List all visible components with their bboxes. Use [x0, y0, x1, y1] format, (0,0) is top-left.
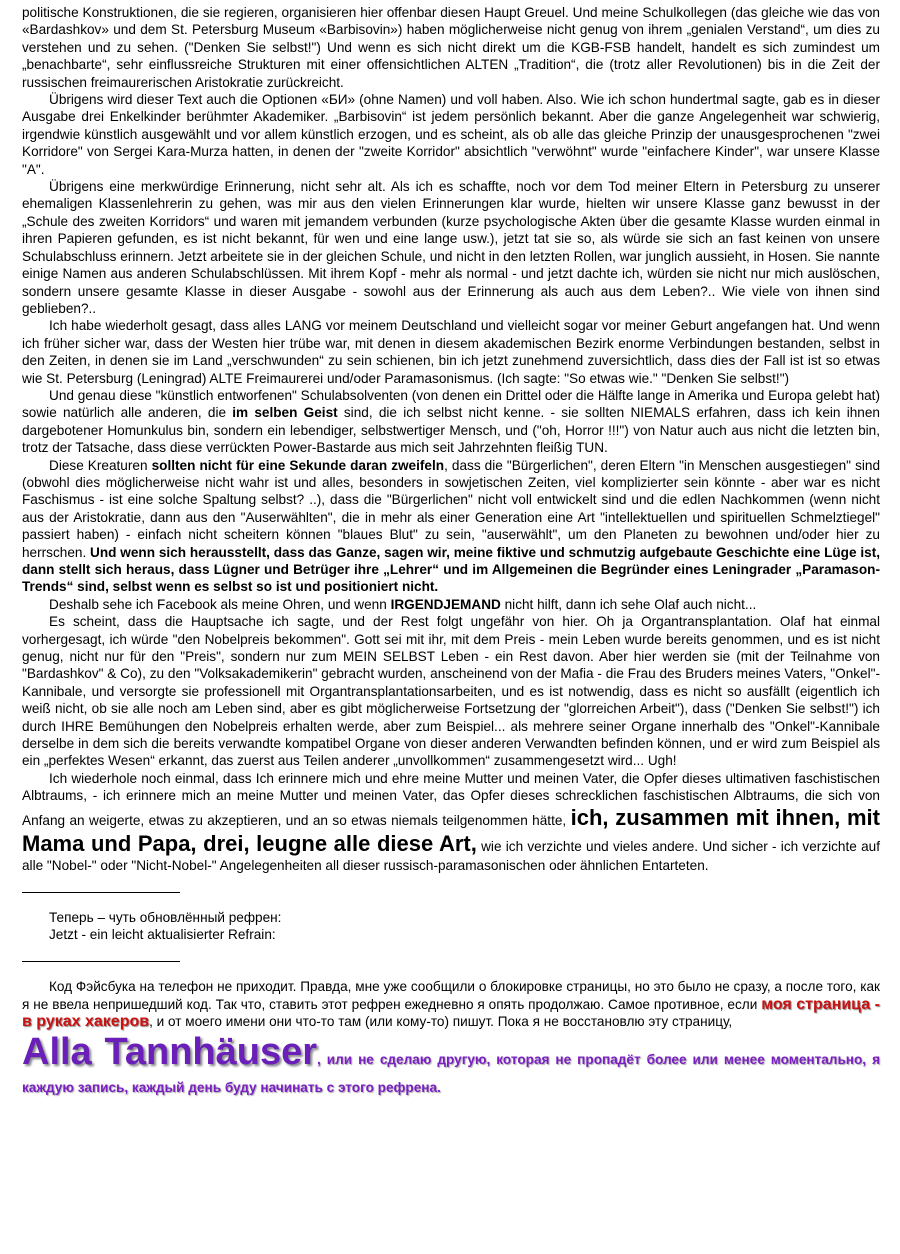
author-name: Alla Tannhäuser — [22, 1031, 318, 1074]
divider-bottom — [22, 961, 180, 962]
paragraph-5-text-a: Und genau diese "künstlich entworfenen" Schulabsolventen (von denen ein Drittel oder die Hälfte lange in Amerika und Europa gelebt hat) sowie natürlich alle anderen, die — [22, 387, 880, 421]
paragraph-2: Übrigens wird dieser Text auch die Optionen «БИ» (ohne Namen) und voll haben. Also. Wie ich schon hundertmal sagte, gab es in dieser Ausgabe drei Enkelkinder berühmter Akademiker. „Barbisovin“ ist jedem persönlich bekannt. Aber die ganze Angelegenheit war schwierig, irgendwie künstlich ausgewählt und vor allem künstlich erzogen, und es scheint, als ob alle das gleiche Prinzip der unausgesprochenen "zwei Korridore" von Sergei Kara-Murza hatten, in denen der "zweite Korridor" absichtlich "verwöhnt" wurde "einfachere Kinder", war unsere Klasse "A". — [22, 92, 880, 177]
closing-text-1: Код Фэйсбука на телефон не приходит. Правда, мне уже сообщили о блокировке страницы, но это было не сразу, а после того, как я не ввела непришедший код. Так что, ставить этот рефрен ежедневно я опять продолжаю. Самое противное, если — [22, 979, 880, 1012]
paragraph-9 — [22, 770, 880, 874]
closing-text-2: , и от моего имени они что-то там (или кому-то) пишут. Пока я не восстановлю эту страницу, — [149, 1013, 733, 1029]
refrain-block — [49, 909, 880, 943]
paragraph-4: Ich habe wiederholt gesagt, dass alles LANG vor meinem Deutschland und vielleicht sogar vor meiner Geburt angefangen hat. Und wenn ich früher sicher war, dass der Westen hier trübe war, mit denen in diesem akademischen Bezirk enorme Verbindungen bestanden, selbst in den Zeiten, in denen sie im Land „verschwunden“ zu sein schienen, bin ich jetzt zunehmend zuversichtlich, dass dies der Fall ist ist so etwas wie St. Petersburg (Leningrad) ALTE Freimaurerei und/oder Paramasonismus. (Ich sagte: "So etwas wie." "Denken Sie selbst!") — [22, 318, 880, 386]
hacked-page-highlight: моя страница - в руках хакеров — [22, 995, 881, 1030]
closing-paragraph — [22, 978, 880, 1030]
paragraph-6-bold-2: Und wenn sich herausstellt, dass das Ganze, sagen wir, meine fiktive und schmutzig aufgebaute Geschichte eine Lüge ist, dann stellt sich heraus, dass Lügner und Betrüger ihre „Lehrer“ und im Allgemeinen die Begründer eines Leningrader „Paramason-Trends“ sind, selbst wenn es selbst so ist und positioniert nicht. — [22, 544, 880, 595]
closing-purple-text: , или не сделаю другую, которая не пропадёт более или менее моментально, я каждую запись, каждый день буду начинать с этого рефрена. — [22, 1052, 880, 1096]
paragraph-5-bold: im selben Geist — [232, 405, 338, 421]
paragraph-7 — [22, 596, 880, 613]
paragraph-9-text-c: wie ich verzichte und vieles andere. Und sicher - ich verzichte auf alle "Nobel-" oder "Nicht-Nobel-" Angelegenheiten all dieser russisch-paramasonischen oder ähnlichen Entarteten. — [22, 838, 880, 873]
paragraph-6-bold-1: sollten nicht für eine Sekunde daran zweifeln — [151, 457, 445, 473]
paragraph-9-text-a: Ich wiederhole noch einmal, dass Ich erinnere mich und ehre meine Mutter und meinen Vater, die Opfer dieses ultimativen faschistischen Albtraums, - ich erinnere mich an meine Mutter und meinen Vater, das Opfer dieses schrecklichen faschistischen Albtraums, die sich von Anfang an weigerte, etwas zu akzeptieren, und an so etwas niemals teilgenommen hätte, — [22, 770, 880, 828]
paragraph-6 — [22, 457, 880, 596]
refrain-russian: Теперь – чуть обновлённый рефрен: — [49, 910, 282, 926]
paragraph-3: Übrigens eine merkwürdige Erinnerung, nicht sehr alt. Als ich es schaffte, noch vor dem Tod meiner Eltern in Petersburg zu unserer ehemaligen Klassenlehrerin zu gehen, was mir aus den vielen Erinnerungen klar wurde, hielten wir unsere Klasse ganz bewusst in der „Schule des zweiten Korridors“ und waren mit jemandem verbunden (kurze psychologische Akten über die gesamte Klasse wurden einmal in ihren Papieren gefunden, es ist nicht bekannt, für wen und eine lange usw.), jetzt tat sie so, als würde sie sich an fast keinen von unsere Schulabschluss erinnern. Jetzt arbeitete sie in der gleichen Schule, und nicht in den letzten Rollen, war junglich aussieht, in Hosen. Sie nannte einige Namen aus anderen Schulabschlüssen. Mit ihrem Kopf - mehr als normal - und jetzt dachte ich, würden sie nicht nur mich auslöschen, sondern unsere gesamte Klasse in dieser Ausgabe - sowohl aus der Erinnerung als auch aus dem Leben?.. Wie viele von ihnen sind geblieben?.. — [22, 179, 880, 316]
paragraph-8: Es scheint, dass die Hauptsache ich sagte, und der Rest folgt ungefähr von hier. Oh ja Organtransplantation. Olaf hat einmal vorhergesagt, ich würde "den Nobelpreis bekommen". Gott sei mit ihr, mit dem Preis - mein Leben wurde bereits genommen, und es ist nicht genug, nicht nur für den "Preis", sondern nur zum MEIN SELBST Leben - ein Rest davon. Aber hier werden sie (mit der Teilnahme von "Bardashkov" & Co), zu den "Volksakademikerin" gebracht wurden, anscheinend von der Mafia - die Frau des Bruders meines Vaters, "Onkel"-Kannibale, und versorgte sie professionell mit Organtransplantationsarbeiten, und es ist notwendig, dass es nicht so ausfällt (eigentlich ich weiß nicht, ob sie alle noch am Leben sind, aber es gibt möglicherweise Fortsetzung der "glorreichen Arbeit"), dass ("Denken Sie selbst!") ich durch IHRE Bemühungen den Nobelpreis erhalten werde, aber zum Beispiel... als mehrere seiner Organe innerhalb des "Onkel"-Kannibale derselbe in dem sich die bereits verwandte kompatibel Organe von dieser anderen Verwandten befinden können, und er wird zum Beispiel als ein „perfektes Wesen“ erkannt, das zuerst aus Teilen anderer „unvollkommen“ zusammengesetzt wird... Ugh! — [22, 614, 880, 769]
paragraph-5-text-c: sind, die ich selbst nicht kenne. - sie sollten NIEMALS erfahren, dass ich kein ihnen dargebotener Homunkulus bin, sondern ein lebendiger, selbstwertiger Mensch, und ("oh, Horror !!!") von Natur auch aus nicht die letzten bin, trotz der Tatsache, dass diese verrückten Power-Bastarde aus mich seit Jahrzehnten fleißig TUN. — [22, 405, 880, 456]
paragraph-7-text-c: nicht hilft, dann ich sehe Olaf auch nicht... — [500, 596, 757, 612]
paragraph-6-text-a: Diese Kreaturen — [49, 457, 152, 473]
paragraph-7-bold: IRGENDJEMAND — [390, 596, 501, 612]
paragraph-7-text-a: Deshalb sehe ich Facebook als meine Ohren, und wenn — [49, 596, 391, 612]
paragraph-9-emphasis: ich, zusammen mit ihnen, mit Mama und Papa, drei, leugne alle diese Art, — [22, 804, 880, 856]
signature-block — [22, 1030, 880, 1102]
document-page — [22, 4, 880, 1102]
paragraph-5 — [22, 387, 880, 457]
refrain-german: Jetzt - ein leicht aktualisierter Refrain: — [49, 927, 276, 943]
paragraph-1: politische Konstruktionen, die sie regieren, organisieren hier offenbar diesen Haupt Greuel. Und meine Schulkollegen (das gleiche wie das von «Bardashkov» und dem St. Petersburg Museum «Barbisovin») haben möglicherweise nicht genug von ihrem „genialen Verstand“, um dies zu verstehen und zu sehen. ("Denken Sie selbst!") Und wenn es sich nicht direkt um die KGB-FSB handelt, handelt es sich zumindest um „benachbarte“, sehr einflussreiche Strukturen mit einer offensichtlichen ALTEN „Tradition“, die (trotz aller Revolutionen) bis in die Zeit der russischen freimaurerischen Aristokratie zurückreicht. — [22, 5, 880, 90]
divider-top — [22, 892, 180, 893]
paragraph-6-text-c: , dass die "Bürgerlichen", deren Eltern "in Menschen ausgestiegen" sind (obwohl dies möglicherweise nicht wahr ist und alles, besonders in sowjetischen Zeiten, viel komplizierter sein könnte - aber war es nicht Faschismus - ist eine solche Spaltung selbst? ..), dass die "Bürgerlichen" nicht voll entwickelt sind und die edlen Nachkommen (wenn nicht aus der Aristokratie, dann aus den "Auserwählten", die in mehr als einer Generation eine Art "intellektuellen und spirituellen Schmelztiegel" passiert haben) - einfach nicht scheitern können "blaues Blut" zu sein, "auserwählt", um den Planeten zu bewohnen und/oder hier zu herrschen. — [22, 457, 880, 560]
